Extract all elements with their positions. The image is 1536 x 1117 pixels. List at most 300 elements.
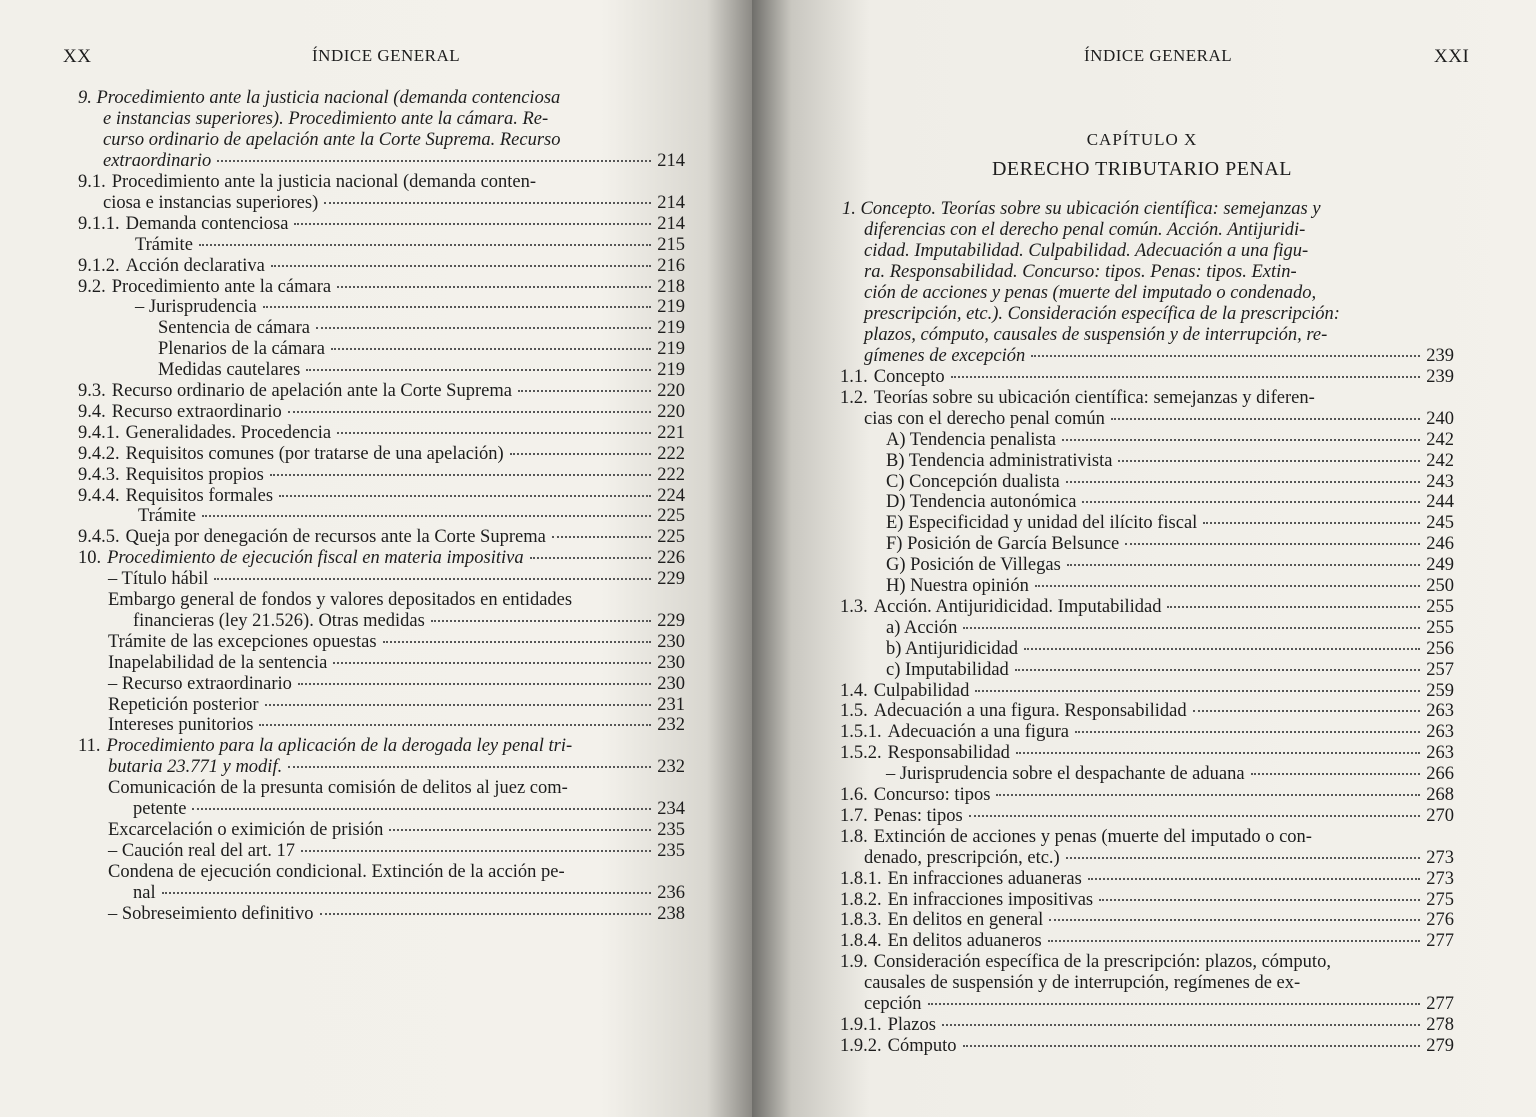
entry-page: 277 <box>1426 931 1454 952</box>
entry-number: 9.4.5. <box>78 527 120 548</box>
entry-page: 225 <box>657 527 685 548</box>
entry-text: Plazos <box>887 1014 936 1035</box>
entry-text: Recurso ordinario de apelación ante la Corte Suprema <box>111 381 512 401</box>
entry-page: 236 <box>657 882 685 903</box>
entry-page: 263 <box>1426 722 1454 743</box>
leader-dots <box>288 411 651 413</box>
toc-entry <box>840 931 1454 952</box>
leader-dots <box>1062 439 1420 441</box>
leader-dots <box>975 690 1420 692</box>
toc-entry <box>108 695 685 716</box>
entry-page: 273 <box>1426 847 1454 868</box>
entry-text: cias con el derecho penal común <box>864 408 1105 429</box>
leader-dots <box>1066 481 1420 483</box>
toc-entry <box>138 506 685 527</box>
entry-text: Repetición posterior <box>108 694 259 715</box>
entry-number: 9.3. <box>78 381 106 401</box>
entry-page: 238 <box>657 903 685 924</box>
entry-text: Sentencia de cámara <box>158 318 311 339</box>
leader-dots <box>279 495 651 497</box>
entry-text: Adecuación a una figura <box>887 722 1069 743</box>
entry-text: Concepto <box>873 367 945 387</box>
toc-entry <box>886 618 1454 639</box>
entry-page: 230 <box>657 652 685 673</box>
leader-dots <box>202 515 651 517</box>
toc-entry <box>864 994 1454 1015</box>
entry-number: 9.4.3. <box>78 464 120 485</box>
leader-dots <box>383 641 651 643</box>
leader-dots <box>1016 752 1420 754</box>
summary-line-6: prescripción, etc.). Consideración específica de la prescripción: <box>864 304 1340 324</box>
leader-dots <box>320 913 651 915</box>
entry-number: 1.5.2. <box>840 743 882 764</box>
leader-dots <box>263 306 651 308</box>
entry-number: 9.4.1. <box>78 422 120 443</box>
leader-dots <box>510 453 651 455</box>
entry-text: Intereses punitorios <box>108 715 254 736</box>
entry-page: 232 <box>657 757 685 778</box>
toc-entry <box>840 367 1454 388</box>
entry-page: 215 <box>657 234 685 255</box>
leader-dots <box>1193 710 1420 712</box>
leader-dots <box>1167 606 1420 608</box>
entry-page: 220 <box>657 381 685 401</box>
entry-text: Requisitos formales <box>125 485 274 506</box>
toc-entry <box>840 869 1454 890</box>
toc-entry <box>886 492 1454 513</box>
entry-page: 255 <box>1426 596 1454 617</box>
left-toc-list <box>0 0 752 1117</box>
entry-text: – Caución real del art. 17 <box>108 840 295 861</box>
leader-dots <box>1048 940 1420 942</box>
toc-entry <box>886 534 1454 555</box>
toc-entry <box>886 472 1454 493</box>
toc-entry <box>840 827 1454 848</box>
entry-page: 240 <box>1426 408 1454 429</box>
right-toc-list <box>752 0 1536 1117</box>
intro-line-2: e instancias superiores). Procedimiento ante la cámara. Re- <box>103 109 549 129</box>
leader-dots <box>1125 543 1420 545</box>
toc-entry <box>108 632 685 653</box>
toc-entry <box>864 973 1454 994</box>
entry-text: causales de suspensión y de interrupción, regímenes de ex- <box>864 973 1301 994</box>
entry-page: 266 <box>1426 764 1454 785</box>
leader-dots <box>316 327 651 329</box>
leader-dots <box>1118 460 1420 462</box>
entry-text: Comunicación de la presunta comisión de delitos al juez com- <box>108 778 568 799</box>
toc-entry <box>108 841 685 862</box>
toc-entry <box>78 548 685 569</box>
entry-number: 10. <box>78 548 102 569</box>
entry-page: 279 <box>1426 1035 1454 1056</box>
entry-number: 1.8.1. <box>840 868 882 889</box>
entry-page: 263 <box>1426 743 1454 764</box>
entry-text: – Sobreseimiento definitivo <box>108 903 314 924</box>
leader-dots <box>331 348 651 350</box>
entry-number: 9.4.4. <box>78 485 120 506</box>
entry-page: 242 <box>1426 450 1454 471</box>
toc-entry <box>886 555 1454 576</box>
entry-page: 242 <box>1426 429 1454 450</box>
leader-dots <box>518 390 651 392</box>
entry-text: financieras (ley 21.526). Otras medidas <box>133 610 425 631</box>
entry-number: 1.3. <box>840 596 868 617</box>
leader-dots <box>259 724 651 726</box>
entry-text: – Título hábil <box>108 569 209 590</box>
leader-dots <box>1082 501 1420 503</box>
leader-dots <box>301 850 651 852</box>
entry-page: 230 <box>657 631 685 652</box>
entry-page: 275 <box>1426 889 1454 910</box>
entry-number: 1.1. <box>840 367 868 387</box>
page-number: XX <box>63 46 92 67</box>
entry-text: Trámite <box>135 234 193 255</box>
summary-line-2: diferencias con el derecho penal común. Acción. Antijuridi- <box>864 220 1306 240</box>
toc-entry <box>886 451 1454 472</box>
toc-entry <box>840 722 1454 743</box>
leader-dots <box>530 557 651 559</box>
toc-entry <box>864 409 1454 430</box>
entry-page: 225 <box>657 506 685 527</box>
entry-number: 1.5. <box>840 701 868 722</box>
toc-entry <box>108 674 685 695</box>
toc-entry <box>78 256 685 277</box>
left-page <box>0 0 752 1117</box>
toc-entry <box>886 513 1454 534</box>
toc-entry <box>78 736 685 757</box>
leader-dots <box>1067 564 1420 566</box>
entry-page: 244 <box>1426 492 1454 513</box>
summary-line-4: ra. Responsabilidad. Concurso: tipos. Penas: tipos. Extin- <box>864 262 1297 282</box>
entry-page: 229 <box>657 610 685 631</box>
toc-entry <box>886 764 1454 785</box>
entry-text: Trámite de las excepciones opuestas <box>108 631 377 652</box>
entry-text: Recurso extraordinario <box>111 401 282 422</box>
toc-entry <box>840 890 1454 911</box>
entry-text: En infracciones aduaneras <box>887 868 1082 889</box>
toc-entry <box>108 590 685 611</box>
toc-entry <box>108 715 685 736</box>
entry-text: Acción declarativa <box>125 255 265 276</box>
entry-page: 232 <box>657 715 685 736</box>
leader-dots <box>1035 585 1420 587</box>
toc-entry <box>840 743 1454 764</box>
entry-text: En delitos en general <box>887 910 1044 931</box>
leader-dots <box>431 620 651 622</box>
entry-text: Plenarios de la cámara <box>158 339 325 360</box>
leader-dots <box>337 432 651 434</box>
leader-dots <box>199 244 651 246</box>
entry-page: 230 <box>657 673 685 694</box>
toc-entry <box>840 701 1454 722</box>
entry-text: a) Acción <box>886 617 958 638</box>
leader-dots <box>942 1024 1420 1026</box>
toc-entry <box>840 597 1454 618</box>
toc-entry <box>840 952 1454 973</box>
leader-dots <box>214 578 651 580</box>
entry-page: 235 <box>657 840 685 861</box>
entry-page: 273 <box>1426 868 1454 889</box>
entry-text: Trámite <box>138 506 196 527</box>
entry-text: Procedimiento para la aplicación de la derogada ley penal tri- <box>106 736 573 757</box>
entry-page: 214 <box>657 192 685 213</box>
page-number: XXI <box>1434 46 1470 67</box>
toc-entry <box>108 757 685 778</box>
summary-line-3: cidad. Imputabilidad. Culpabilidad. Adecuación a una figu- <box>864 241 1309 261</box>
entry-number: 1.7. <box>840 805 868 826</box>
toc-entry <box>78 402 685 423</box>
toc-entry <box>840 388 1454 409</box>
entry-text: c) Imputabilidad <box>886 659 1009 680</box>
entry-page: 221 <box>657 422 685 443</box>
leader-dots <box>1251 773 1420 775</box>
chapter-label: CAPÍTULO X <box>1086 130 1198 149</box>
entry-number: 1.8. <box>840 826 868 847</box>
entry-number: 1.8.4. <box>840 931 882 952</box>
entry-text: Extinción de acciones y penas (muerte del imputado o con- <box>873 826 1312 847</box>
toc-entry <box>108 862 685 883</box>
entry-text: Penas: tipos <box>873 805 963 826</box>
entry-page: 214 <box>657 213 685 234</box>
toc-entry <box>108 778 685 799</box>
summary-line-1: 1. Concepto. Teorías sobre su ubicación científica: semejanzas y <box>842 199 1321 219</box>
entry-number: 1.9. <box>840 952 868 973</box>
entry-text: butaria 23.771 y modif. <box>108 757 283 778</box>
toc-entry <box>108 569 685 590</box>
leader-dots <box>1203 522 1420 524</box>
entry-page: 220 <box>657 401 685 422</box>
entry-text: extraordinario <box>103 151 212 171</box>
entry-number: 9.1.2. <box>78 255 120 276</box>
toc-entry <box>78 486 685 507</box>
leader-dots <box>1024 648 1420 650</box>
leader-dots <box>996 794 1420 796</box>
entry-text: – Jurisprudencia <box>135 297 257 318</box>
entry-page: 239 <box>1426 367 1454 387</box>
entry-text: Procedimiento ante la justicia nacional (demanda conten- <box>111 172 537 192</box>
entry-page: 229 <box>657 569 685 590</box>
entry-page: 222 <box>657 464 685 485</box>
right-page <box>752 0 1536 1117</box>
entry-page: 259 <box>1426 680 1454 701</box>
entry-page: 218 <box>657 276 685 297</box>
toc-entry <box>135 297 685 318</box>
leader-dots <box>1049 919 1420 921</box>
running-header: ÍNDICE GENERAL <box>312 46 461 65</box>
leader-dots <box>951 376 1420 378</box>
entry-page: 245 <box>1426 513 1454 534</box>
entry-page: 250 <box>1426 576 1454 596</box>
entry-number: 1.9.1. <box>840 1014 882 1035</box>
leader-dots <box>270 474 651 476</box>
running-header: ÍNDICE GENERAL <box>1084 46 1233 65</box>
entry-text: Embargo general de fondos y valores depositados en entidades <box>108 590 573 610</box>
toc-entry <box>886 576 1454 597</box>
entry-number: 9.2. <box>78 276 106 297</box>
entry-page: 219 <box>657 339 685 360</box>
leader-dots <box>1075 731 1420 733</box>
entry-page: 249 <box>1426 555 1454 576</box>
leader-dots <box>1099 899 1420 901</box>
entry-text: denado, prescripción, etc.) <box>864 847 1060 868</box>
entry-page: 216 <box>657 255 685 276</box>
leader-dots <box>298 683 651 685</box>
toc-entry <box>103 193 685 214</box>
entry-text: F) Posición de García Belsunce <box>886 534 1120 555</box>
entry-page: 214 <box>657 151 685 171</box>
entry-text: Concurso: tipos <box>873 785 991 805</box>
toc-entry <box>886 639 1454 660</box>
toc-entry <box>840 910 1454 931</box>
toc-entry <box>78 465 685 486</box>
entry-number: 9.1.1. <box>78 213 120 234</box>
leader-dots <box>928 1003 1420 1005</box>
entry-number: 9.4. <box>78 401 106 422</box>
toc-entry <box>840 806 1454 827</box>
entry-number: 11. <box>78 736 101 757</box>
entry-number: 1.5.1. <box>840 722 882 743</box>
entry-text: petente <box>133 799 187 819</box>
intro-line-1: 9. Procedimiento ante la justicia nacional (demanda contenciosa <box>78 88 561 108</box>
leader-dots <box>963 627 1420 629</box>
toc-entry <box>78 444 685 465</box>
entry-page: 268 <box>1426 785 1454 805</box>
entry-text: E) Especificidad y unidad del ilícito fiscal <box>886 513 1198 534</box>
entry-text: Queja por denegación de recursos ante la Corte Suprema <box>125 527 546 548</box>
leader-dots <box>963 1045 1421 1047</box>
entry-number: 1.2. <box>840 387 868 408</box>
entry-page: 278 <box>1426 1014 1454 1035</box>
entry-text: B) Tendencia administrativista <box>886 450 1113 471</box>
entry-text: H) Nuestra opinión <box>886 576 1029 596</box>
toc-entry <box>886 430 1454 451</box>
toc-entry <box>158 339 685 360</box>
entry-page: 263 <box>1426 701 1454 722</box>
entry-text: Excarcelación o eximición de prisión <box>108 819 384 840</box>
leader-dots <box>271 265 651 267</box>
leader-dots <box>288 766 651 768</box>
entry-page: 255 <box>1426 617 1454 638</box>
leader-dots <box>552 536 651 538</box>
entry-text: nal <box>133 882 156 903</box>
leader-dots <box>1066 857 1420 859</box>
toc-entry <box>108 653 685 674</box>
entry-text: Demanda contenciosa <box>125 213 289 234</box>
leader-dots <box>162 892 651 894</box>
toc-entry <box>78 172 685 193</box>
toc-entry <box>864 848 1454 869</box>
leader-dots <box>306 369 651 371</box>
entry-page: 219 <box>657 360 685 381</box>
entry-page: 246 <box>1426 534 1454 555</box>
entry-number: 9.4.2. <box>78 443 120 464</box>
entry-page: 234 <box>657 799 685 819</box>
toc-entry <box>840 1036 1454 1057</box>
toc-entry <box>78 214 685 235</box>
entry-text: D) Tendencia autonómica <box>886 492 1077 513</box>
leader-dots <box>1015 669 1420 671</box>
entry-text: Adecuación a una figura. Responsabilidad <box>873 701 1187 722</box>
entry-page: 219 <box>657 297 685 318</box>
entry-text: gímenes de excepción <box>864 346 1026 366</box>
toc-entry <box>840 785 1454 806</box>
toc-entry <box>886 660 1454 681</box>
entry-text: G) Posición de Villegas <box>886 555 1061 576</box>
entry-text: Culpabilidad <box>873 680 970 701</box>
toc-entry <box>158 318 685 339</box>
leader-dots <box>324 202 651 204</box>
entry-text: ciosa e instancias superiores) <box>103 192 319 213</box>
entry-page: 235 <box>657 819 685 840</box>
leader-dots <box>333 662 651 664</box>
entry-text: En infracciones impositivas <box>887 889 1094 910</box>
toc-entry <box>158 360 685 381</box>
entry-text: Responsabilidad <box>887 743 1010 764</box>
entry-page: 256 <box>1426 638 1454 659</box>
leader-dots <box>389 829 651 831</box>
toc-entry <box>108 904 685 925</box>
summary-line-7: plazos, cómputo, causales de suspensión y de interrupción, re- <box>864 325 1328 345</box>
entry-text: Requisitos comunes (por tratarse de una apelación) <box>125 443 504 464</box>
entry-text: A) Tendencia penalista <box>886 429 1056 450</box>
entry-page: 231 <box>657 694 685 715</box>
toc-entry <box>78 277 685 298</box>
entry-number: 1.6. <box>840 785 868 805</box>
toc-entry <box>108 820 685 841</box>
entry-text: Teorías sobre su ubicación científica: semejanzas y diferen- <box>873 387 1315 408</box>
entry-page: 219 <box>657 318 685 339</box>
toc-entry <box>78 423 685 444</box>
leader-dots <box>337 286 651 288</box>
entry-text: b) Antijuridicidad <box>886 638 1019 659</box>
toc-entry <box>78 381 685 402</box>
leader-dots <box>294 223 651 225</box>
entry-text: En delitos aduaneros <box>887 931 1042 952</box>
toc-entry <box>840 681 1454 702</box>
entry-number: 1.9.2. <box>840 1035 882 1056</box>
entry-page: 276 <box>1426 910 1454 931</box>
entry-text: Cómputo <box>887 1035 957 1056</box>
entry-text: Procedimiento de ejecución fiscal en materia impositiva <box>107 548 524 569</box>
entry-page: 226 <box>657 548 685 569</box>
entry-page: 270 <box>1426 805 1454 826</box>
entry-text: Inapelabilidad de la sentencia <box>108 652 328 673</box>
entry-number: 1.8.2. <box>840 889 882 910</box>
entry-text: – Jurisprudencia sobre el despachante de aduana <box>886 764 1245 785</box>
entry-text: Medidas cautelares <box>158 360 301 381</box>
entry-number: 1.8.3. <box>840 910 882 931</box>
toc-entry <box>133 883 685 904</box>
entry-text: Acción. Antijuridicidad. Imputabilidad <box>873 596 1162 617</box>
toc-entry <box>133 799 685 820</box>
entry-number: 1.4. <box>840 680 868 701</box>
entry-page: 239 <box>1426 346 1454 366</box>
entry-text: cepción <box>864 994 922 1014</box>
entry-page: 277 <box>1426 994 1454 1014</box>
entry-text: Condena de ejecución condicional. Extinción de la acción pe- <box>108 861 565 882</box>
toc-entry <box>840 1015 1454 1036</box>
leader-dots <box>1111 418 1420 420</box>
entry-page: 222 <box>657 443 685 464</box>
entry-text: Consideración específica de la prescripción: plazos, cómputo, <box>873 952 1331 973</box>
entry-text: C) Concepción dualista <box>886 471 1060 492</box>
leader-dots <box>969 815 1420 817</box>
entry-page: 257 <box>1426 659 1454 680</box>
leader-dots <box>1088 878 1420 880</box>
toc-entry <box>135 235 685 256</box>
entry-text: – Recurso extraordinario <box>108 673 292 694</box>
entry-page: 243 <box>1426 471 1454 492</box>
